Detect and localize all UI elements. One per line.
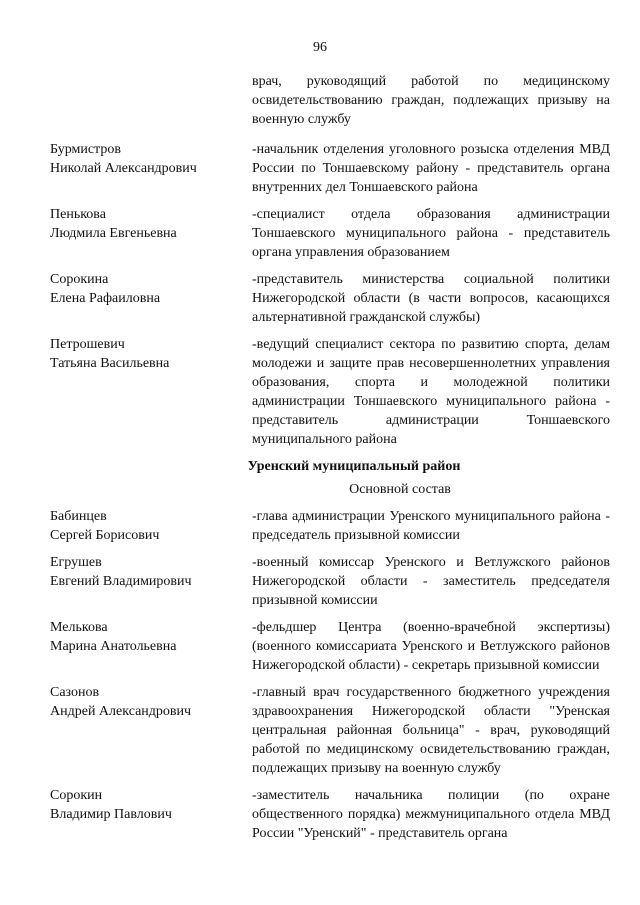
member-name [50, 618, 252, 675]
member-surname: Сазонов [50, 685, 100, 700]
member-surname: Сорокина [50, 272, 109, 287]
member-given-name: Андрей Александрович [50, 704, 192, 719]
subsection-title: Основной состав [349, 482, 451, 497]
member-name [50, 72, 252, 129]
member-given-name: Елена Рафаиловна [50, 291, 161, 306]
member-surname: Бабинцев [50, 509, 107, 524]
member-role: -заместитель начальника полиции (по охране общественного порядка) межмуниципального отдела МВД России "Уренский" - представитель органа [252, 788, 610, 841]
commission-member-entry [50, 507, 610, 545]
member-role: -ведущий специалист сектора по развитию спорта, делам молодежи и защите прав несовершеннолетних управления образования, спорта и молодежной политики администрации Тоншаевского муниципального района - представитель администрации Тоншаевского муниципального района [252, 337, 610, 447]
commission-member-entry [50, 72, 610, 129]
member-name [50, 205, 252, 262]
member-role: -глава администрации Уренского муниципального района - председатель призывной комиссии [252, 509, 610, 543]
member-name [50, 553, 252, 610]
member-given-name: Людмила Евгеньевна [50, 226, 177, 241]
member-given-name: Николай Александрович [50, 161, 197, 176]
commission-member-entry [50, 683, 610, 778]
member-role: -главный врач государственного бюджетного учреждения здравоохранения Нижегородской области "Уренская центральная районная больница" - врач, руководящий работой по медицинскому освидетельствованию граждан, подлежащих призыву на военную службу [252, 685, 610, 776]
member-name [50, 140, 252, 197]
commission-member-entry [50, 786, 610, 843]
commission-member-entry [50, 618, 610, 675]
document-body [50, 72, 610, 851]
member-name [50, 270, 252, 327]
commission-member-entry [50, 335, 610, 449]
commission-member-entry [50, 553, 610, 610]
member-name [50, 507, 252, 545]
member-given-name: Сергей Борисович [50, 528, 160, 543]
member-given-name: Татьяна Васильевна [50, 356, 170, 371]
member-role: -фельдшер Центра (военно-врачебной экспертизы) (военного комиссариата Уренского и Ветлужского районов Нижегородской области) - секретарь призывной комиссии [252, 620, 610, 673]
member-given-name: Владимир Павлович [50, 807, 172, 822]
commission-member-entry [50, 205, 610, 262]
member-name [50, 335, 252, 449]
member-surname: Сорокин [50, 788, 103, 803]
member-given-name: Марина Анатольевна [50, 639, 177, 654]
member-role: -специалист отдела образования администрации Тоншаевского муниципального района - представитель органа управления образованием [252, 207, 610, 260]
member-surname: Бурмистров [50, 142, 121, 157]
member-name [50, 683, 252, 778]
member-role: -начальник отделения уголовного розыска отделения МВД России по Тоншаевскому району - представитель органа внутренних дел Тоншаевского района [252, 142, 610, 195]
member-name [50, 786, 252, 843]
commission-member-entry [50, 270, 610, 327]
member-role: -военный комиссар Уренского и Ветлужского районов Нижегородской области - заместитель председателя призывной комиссии [252, 555, 610, 608]
member-surname: Пенькова [50, 207, 106, 222]
section-title: Уренский муниципальный район [247, 459, 461, 474]
member-given-name: Евгений Владимирович [50, 574, 192, 589]
member-role: врач, руководящий работой по медицинскому освидетельствованию граждан, подлежащих призыву на военную службу [252, 74, 610, 127]
commission-member-entry [50, 140, 610, 197]
page-number: 96 [313, 40, 327, 55]
member-surname: Егрушев [50, 555, 102, 570]
member-surname: Мелькова [50, 620, 108, 635]
member-surname: Петрошевич [50, 337, 125, 352]
member-role: -представитель министерства социальной политики Нижегородской области (в части вопросов, касающихся альтернативной гражданской службы) [252, 272, 610, 325]
